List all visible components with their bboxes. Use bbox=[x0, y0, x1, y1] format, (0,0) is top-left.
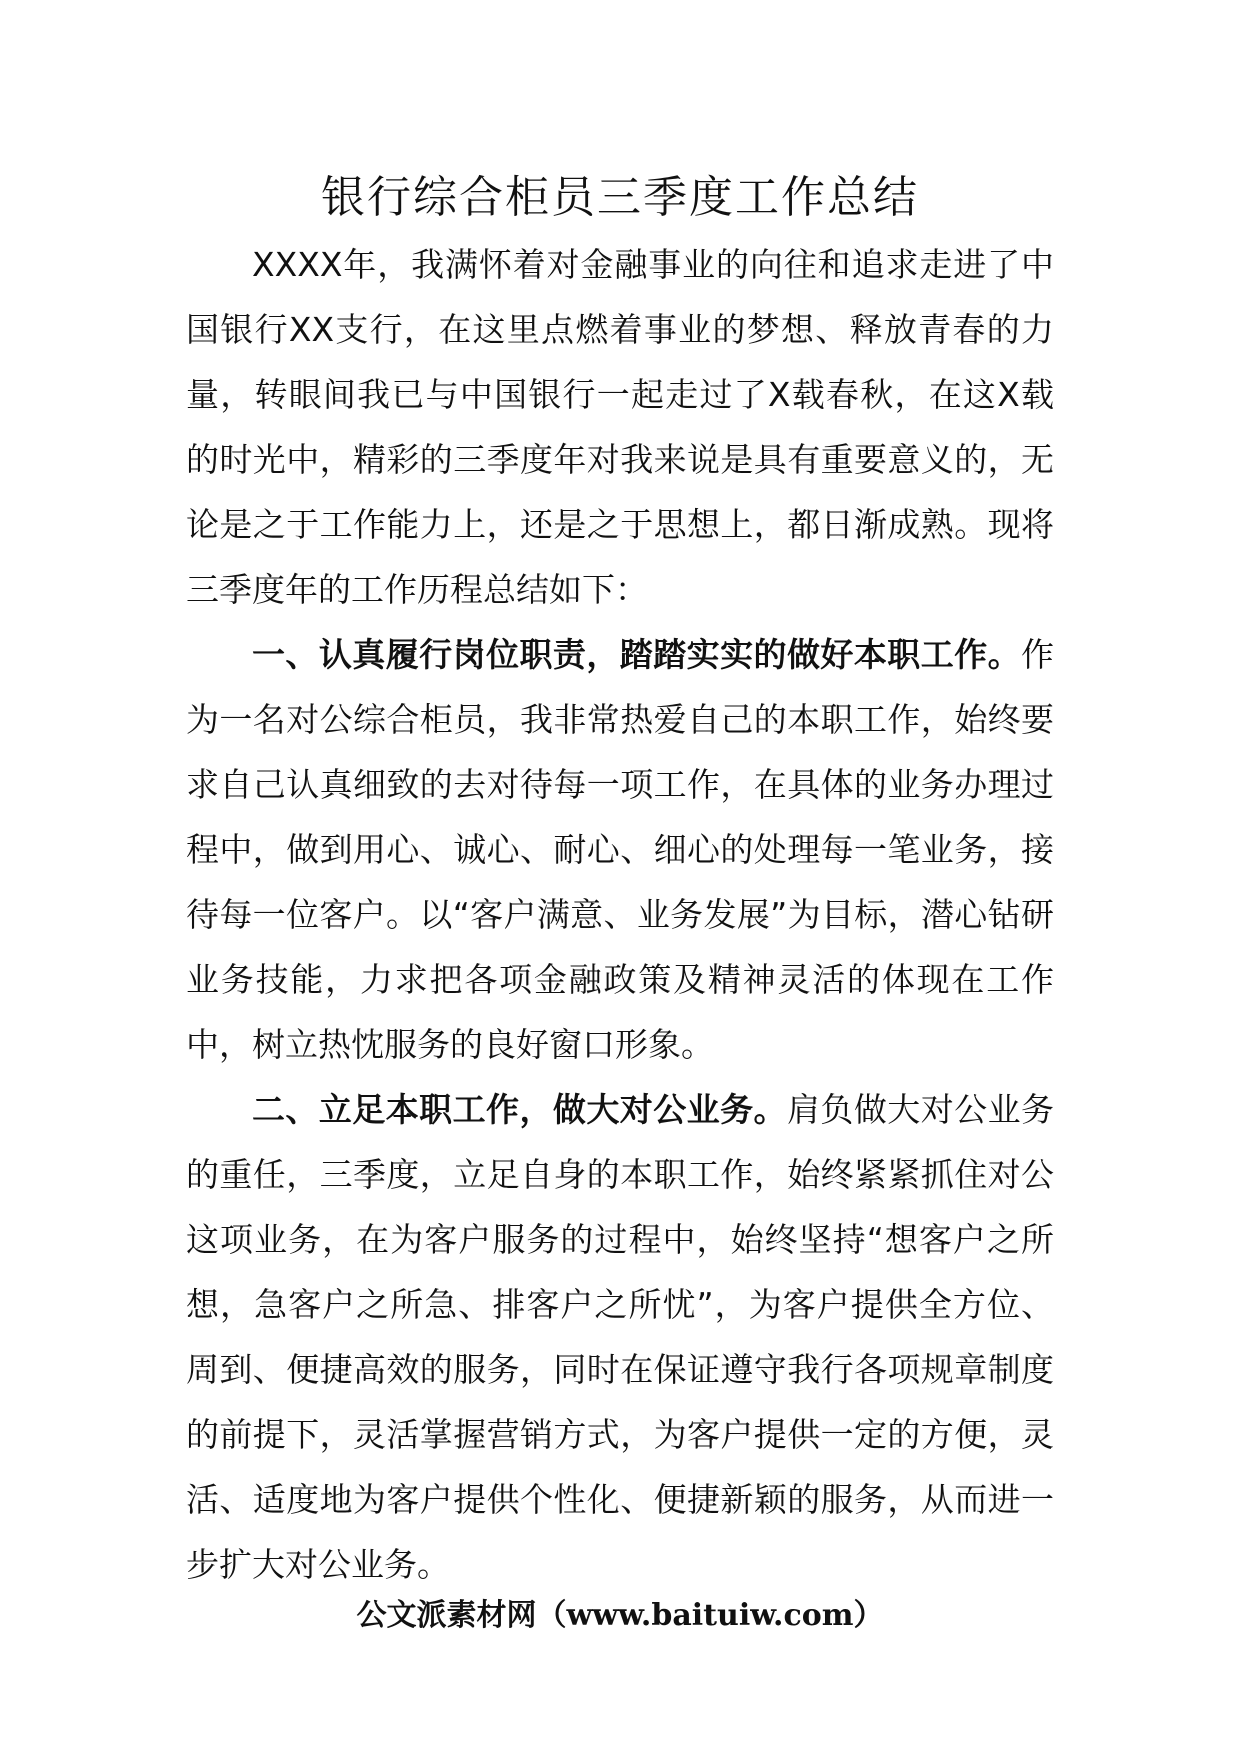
document-body bbox=[186, 232, 1054, 1597]
paragraph-text: 肩负做大对公业务的重任，三季度，立足自身的本职工作，始终紧紧抓住对公这项业务，在为客户服务的过程中，始终坚持“想客户之所想，急客户之所急、排客户之所忧”，为客户提供全方位、周到、便捷高效的服务，同时在保证遵守我行各项规章制度的前提下，灵活掌握营销方式，为客户提供一定的方便，灵活、适度地为客户提供个性化、便捷新颖的服务，从而进一步扩大对公业务。 bbox=[186, 1090, 1055, 1584]
document-title: 银行综合柜员三季度工作总结 bbox=[321, 172, 919, 223]
paragraph-section-2 bbox=[186, 1077, 1054, 1597]
section-heading: 一、认真履行岗位职责，踏踏实实的做好本职工作。 bbox=[252, 635, 1021, 674]
paragraph-text: 作为一名对公综合柜员，我非常热爱自己的本职工作，始终要求自己认真细致的去对待每一项工作，在具体的业务办理过程中，做到用心、诚心、耐心、细心的处理每一笔业务，接待每一位客户。以“客户满意、业务发展”为目标，潜心钻研业务技能，力求把各项金融政策及精神灵活的体现在工作中，树立热忱服务的良好窗口形象。 bbox=[186, 635, 1054, 1064]
section-heading: 二、立足本职工作，做大对公业务。 bbox=[252, 1090, 787, 1129]
paragraph-text: XXXX年，我满怀着对金融事业的向往和追求走进了中国银行XX支行，在这里点燃着事业的梦想、释放青春的力量，转眼间我已与中国银行一起走过了X载春秋，在这X载的时光中，精彩的三季度年对我来说是具有重要意义的，无论是之于工作能力上，还是之于思想上，都日渐成熟。现将三季度年的工作历程总结如下： bbox=[186, 245, 1054, 609]
footer-watermark: 公文派素材网（www.baituiw.com） bbox=[356, 1598, 884, 1633]
paragraph-intro bbox=[186, 232, 1054, 622]
paragraph-section-1 bbox=[186, 622, 1054, 1077]
